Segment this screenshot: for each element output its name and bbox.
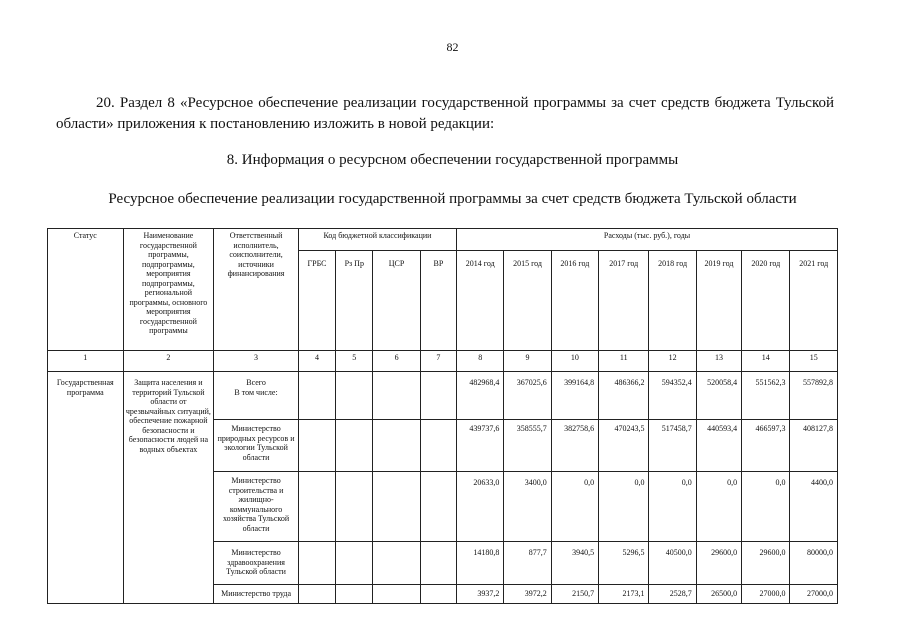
value-cell: 877,7 bbox=[504, 542, 551, 585]
code-cell bbox=[298, 542, 335, 585]
value-cell: 470243,5 bbox=[599, 420, 649, 472]
value-cell: 0,0 bbox=[551, 472, 598, 542]
column-number: 1 bbox=[48, 351, 124, 372]
column-number: 12 bbox=[649, 351, 696, 372]
header-year: 2021 год bbox=[790, 251, 838, 351]
value-cell: 358555,7 bbox=[504, 420, 551, 472]
value-cell: 399164,8 bbox=[551, 372, 598, 420]
value-cell: 2150,7 bbox=[551, 585, 598, 604]
executor-cell: Министерство строительства и жилищно-коммунального хозяйства Тульской области bbox=[214, 472, 299, 542]
amendment-paragraph bbox=[56, 93, 834, 135]
value-cell: 80000,0 bbox=[790, 542, 838, 585]
value-cell: 5296,5 bbox=[599, 542, 649, 585]
value-cell: 29600,0 bbox=[742, 542, 790, 585]
header-year: 2017 год bbox=[599, 251, 649, 351]
header-year: 2020 год bbox=[742, 251, 790, 351]
value-cell: 26500,0 bbox=[696, 585, 741, 604]
section-heading: 8. Информация о ресурсном обеспечении государственной программы bbox=[226, 152, 679, 168]
program-name-cell: Защита населения и территорий Тульской области от чрезвычайных ситуаций, обеспечение пожарной безопасности и безопасности людей на водных объектах bbox=[123, 372, 214, 604]
value-cell: 4400,0 bbox=[790, 472, 838, 542]
column-number: 10 bbox=[551, 351, 598, 372]
code-cell bbox=[373, 472, 420, 542]
value-cell: 3937,2 bbox=[457, 585, 504, 604]
value-cell: 557892,8 bbox=[790, 372, 838, 420]
header-budget-code: Код бюджетной классификации bbox=[298, 229, 456, 251]
column-number: 3 bbox=[214, 351, 299, 372]
code-cell bbox=[373, 585, 420, 604]
value-cell: 0,0 bbox=[696, 472, 741, 542]
page-number: 82 bbox=[446, 40, 459, 54]
code-cell bbox=[420, 420, 456, 472]
value-cell: 3972,2 bbox=[504, 585, 551, 604]
table-title: Ресурсное обеспечение реализации государственной программы за счет средств бюджета Тульской области bbox=[108, 191, 797, 207]
value-cell: 0,0 bbox=[742, 472, 790, 542]
column-number-row bbox=[48, 351, 838, 372]
column-number: 13 bbox=[696, 351, 741, 372]
value-cell: 14180,8 bbox=[457, 542, 504, 585]
value-cell: 27000,0 bbox=[742, 585, 790, 604]
header-code: ГРБС bbox=[298, 251, 335, 351]
value-cell: 367025,6 bbox=[504, 372, 551, 420]
header-year: 2015 год bbox=[504, 251, 551, 351]
column-number: 15 bbox=[790, 351, 838, 372]
value-cell: 594352,4 bbox=[649, 372, 696, 420]
value-cell: 439737,6 bbox=[457, 420, 504, 472]
code-cell bbox=[336, 542, 373, 585]
value-cell: 0,0 bbox=[649, 472, 696, 542]
value-cell: 382758,6 bbox=[551, 420, 598, 472]
header-code: ЦСР bbox=[373, 251, 420, 351]
column-number: 8 bbox=[457, 351, 504, 372]
column-number: 11 bbox=[599, 351, 649, 372]
paragraph-line-1: 20. Раздел 8 «Ресурсное обеспечение реализации государственной программы за счет средств бюджета Тульской bbox=[96, 95, 834, 111]
value-cell: 551562,3 bbox=[742, 372, 790, 420]
resource-table bbox=[47, 228, 838, 604]
value-cell: 2173,1 bbox=[599, 585, 649, 604]
header-executor: Ответственный исполнитель, соисполнители, источники финансирования bbox=[214, 229, 299, 351]
executor-cell: Министерство здравоохранения Тульской области bbox=[214, 542, 299, 585]
column-number: 14 bbox=[742, 351, 790, 372]
header-code: ВР bbox=[420, 251, 456, 351]
column-number: 4 bbox=[298, 351, 335, 372]
value-cell: 40500,0 bbox=[649, 542, 696, 585]
code-cell bbox=[298, 420, 335, 472]
column-number: 7 bbox=[420, 351, 456, 372]
column-number: 5 bbox=[336, 351, 373, 372]
code-cell bbox=[373, 420, 420, 472]
header-year: 2014 год bbox=[457, 251, 504, 351]
column-number: 9 bbox=[504, 351, 551, 372]
executor-cell: Всего В том числе: bbox=[214, 372, 299, 420]
value-cell: 20633,0 bbox=[457, 472, 504, 542]
value-cell: 3940,5 bbox=[551, 542, 598, 585]
column-number: 6 bbox=[373, 351, 420, 372]
code-cell bbox=[336, 472, 373, 542]
code-cell bbox=[336, 585, 373, 604]
executor-cell: Министерство природных ресурсов и экологии Тульской области bbox=[214, 420, 299, 472]
value-cell: 486366,2 bbox=[599, 372, 649, 420]
table-row bbox=[48, 372, 838, 420]
header-year: 2016 год bbox=[551, 251, 598, 351]
code-cell bbox=[420, 585, 456, 604]
value-cell: 517458,7 bbox=[649, 420, 696, 472]
value-cell: 29600,0 bbox=[696, 542, 741, 585]
code-cell bbox=[298, 472, 335, 542]
executor-cell: Министерство труда bbox=[214, 585, 299, 604]
code-cell bbox=[298, 372, 335, 420]
value-cell: 27000,0 bbox=[790, 585, 838, 604]
header-year: 2019 год bbox=[696, 251, 741, 351]
value-cell: 408127,8 bbox=[790, 420, 838, 472]
column-number: 2 bbox=[123, 351, 214, 372]
value-cell: 440593,4 bbox=[696, 420, 741, 472]
value-cell: 0,0 bbox=[599, 472, 649, 542]
header-code: Рз Пр bbox=[336, 251, 373, 351]
code-cell bbox=[298, 585, 335, 604]
code-cell bbox=[420, 472, 456, 542]
value-cell: 2528,7 bbox=[649, 585, 696, 604]
value-cell: 520058,4 bbox=[696, 372, 741, 420]
status-cell: Государственная программа bbox=[48, 372, 124, 604]
header-name: Наименование государственной программы, подпрограммы, мероприятия подпрограммы, региональной программы, основного мероприятия государственной программы bbox=[123, 229, 214, 351]
header-expenses: Расходы (тыс. руб.), годы bbox=[457, 229, 838, 251]
code-cell bbox=[373, 542, 420, 585]
code-cell bbox=[420, 372, 456, 420]
code-cell bbox=[420, 542, 456, 585]
value-cell: 3400,0 bbox=[504, 472, 551, 542]
header-status: Статус bbox=[48, 229, 124, 351]
value-cell: 482968,4 bbox=[457, 372, 504, 420]
paragraph-line-2: области» приложения к постановлению изложить в новой редакции: bbox=[56, 116, 495, 132]
code-cell bbox=[336, 420, 373, 472]
code-cell bbox=[336, 372, 373, 420]
value-cell: 466597,3 bbox=[742, 420, 790, 472]
header-year: 2018 год bbox=[649, 251, 696, 351]
code-cell bbox=[373, 372, 420, 420]
